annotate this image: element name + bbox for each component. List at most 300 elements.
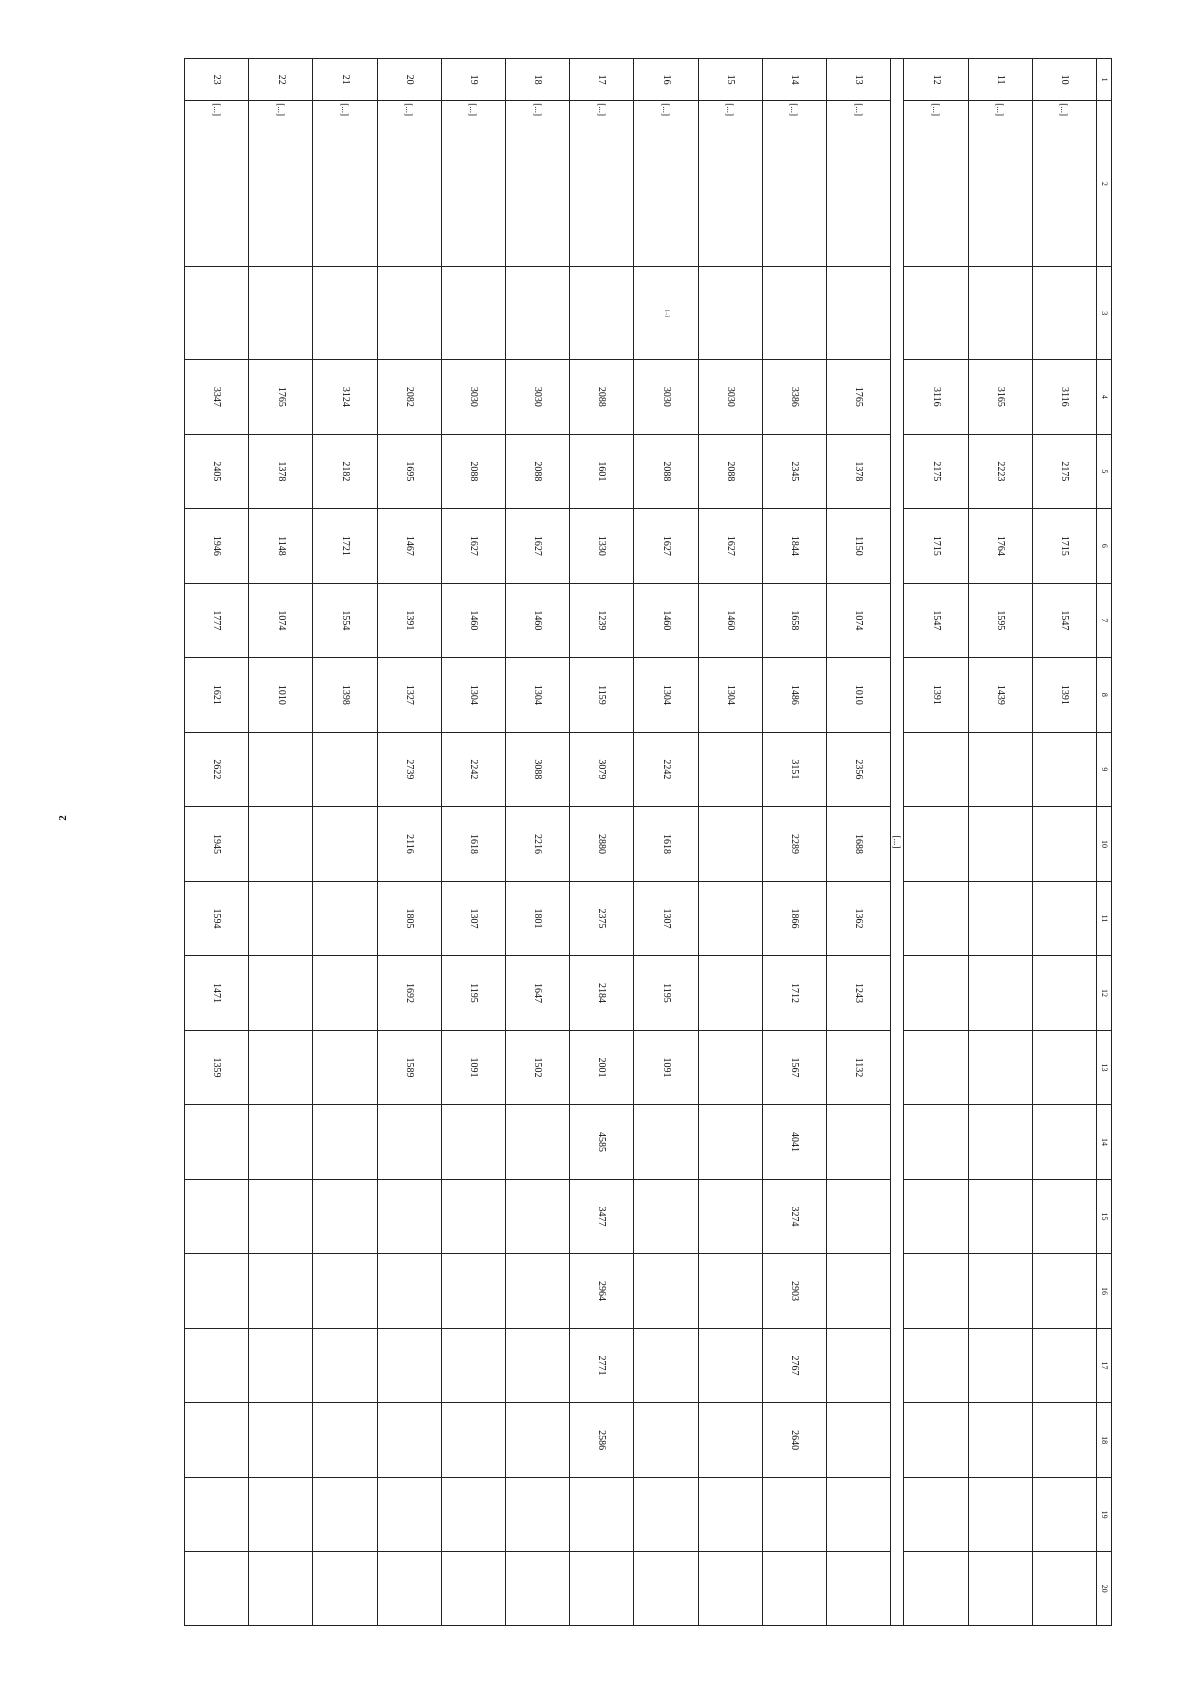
settlement-list: [...] [185,101,249,267]
tariff-table-page [184,58,1112,1626]
tariff-value-cell [313,732,377,807]
tariff-value-cell: 2739 [377,732,441,807]
tariff-value-cell: 1627 [634,509,698,584]
tariff-value-cell [505,1403,569,1478]
tariff-value-cell: 1618 [634,807,698,882]
tariff-value-cell: 1721 [313,509,377,584]
table-row [441,59,505,1626]
tariff-value-cell: 3477 [570,1179,634,1254]
table-row [570,59,634,1626]
tariff-value-cell [505,1477,569,1552]
column-number: 4 [1097,360,1112,435]
settlement-list: [...] [904,101,968,267]
tariff-value-cell: 1243 [826,956,890,1031]
tariff-value-cell [570,1552,634,1626]
tariff-value-cell: 3030 [441,360,505,435]
tariff-value-cell: 1618 [441,807,505,882]
tariff-value-cell [313,881,377,956]
tariff-value-cell [185,1477,249,1552]
note-cell [698,267,762,360]
tariff-value-cell: 1467 [377,509,441,584]
tariff-value-cell [634,1105,698,1180]
tariff-value-cell [441,1254,505,1329]
tariff-value-cell [698,956,762,1031]
tariff-value-cell [634,1179,698,1254]
tariff-value-cell: 1658 [762,583,826,658]
tariff-value-cell [904,1254,968,1329]
tariff-value-cell: 2175 [1032,434,1096,509]
table-row [904,59,968,1626]
tariff-value-cell [698,1105,762,1180]
tariff-value-cell [505,1105,569,1180]
settlement-list: [...] [313,101,377,267]
tariff-value-cell [904,1030,968,1105]
tariff-value-cell: 1378 [826,434,890,509]
tariff-value-cell: 2880 [570,807,634,882]
tariff-value-cell: 1627 [441,509,505,584]
settlement-list: [...] [570,101,634,267]
tariff-value-cell: 1627 [505,509,569,584]
tariff-value-cell [904,1552,968,1626]
tariff-value-cell: 1627 [698,509,762,584]
tariff-value-cell [1032,1403,1096,1478]
tariff-value-cell: 3030 [634,360,698,435]
tariff-value-cell: 1304 [698,658,762,733]
tariff-value-cell: 1765 [826,360,890,435]
tariff-value-cell: 1460 [698,583,762,658]
tariff-value-cell: 1010 [826,658,890,733]
tariff-value-cell: 3116 [1032,360,1096,435]
tariff-value-cell [1032,732,1096,807]
tariff-value-cell: 3030 [505,360,569,435]
tariff-value-cell: 2088 [570,360,634,435]
tariff-value-cell [313,956,377,1031]
tariff-value-cell [698,881,762,956]
row-number: 21 [313,59,377,101]
tariff-value-cell [968,1179,1032,1254]
tariff-value-cell [313,1254,377,1329]
settlement-list: [...] [762,101,826,267]
tariff-value-cell [698,1403,762,1478]
tariff-value-cell: 1362 [826,881,890,956]
tariff-value-cell [505,1179,569,1254]
tariff-value-cell [698,1030,762,1105]
tariff-value-cell: 1715 [1032,509,1096,584]
tariff-value-cell [968,1403,1032,1478]
tariff-value-cell [904,807,968,882]
tariff-value-cell [249,1030,313,1105]
tariff-value-cell: 1391 [904,658,968,733]
tariff-value-cell [1032,1030,1096,1105]
tariff-value-cell: 1502 [505,1030,569,1105]
tariff-value-cell [249,1105,313,1180]
tariff-value-cell [313,1477,377,1552]
tariff-value-cell [185,1403,249,1478]
tariff-value-cell: 3386 [762,360,826,435]
note-cell [441,267,505,360]
tariff-value-cell [634,1254,698,1329]
table-row [377,59,441,1626]
column-number: 14 [1097,1105,1112,1180]
tariff-value-cell [1032,1254,1096,1329]
tariff-value-cell: 2586 [570,1403,634,1478]
tariff-value-cell [1032,807,1096,882]
tariff-value-cell: 2116 [377,807,441,882]
tariff-value-cell [698,1179,762,1254]
tariff-value-cell [826,1552,890,1626]
tariff-value-cell: 2088 [634,434,698,509]
tariff-value-cell [968,807,1032,882]
row-number: 22 [249,59,313,101]
tariff-value-cell: 1695 [377,434,441,509]
column-number: 17 [1097,1328,1112,1403]
tariff-value-cell: 1359 [185,1030,249,1105]
note-cell: [...] [634,267,698,360]
tariff-value-cell: 4041 [762,1105,826,1180]
column-number: 6 [1097,509,1112,584]
tariff-value-cell: 1398 [313,658,377,733]
tariff-value-cell: 1688 [826,807,890,882]
tariff-value-cell: 2356 [826,732,890,807]
tariff-value-cell [762,1477,826,1552]
tariff-value-cell: 1460 [634,583,698,658]
tariff-value-cell: 1765 [249,360,313,435]
row-number: 16 [634,59,698,101]
tariff-value-cell [634,1328,698,1403]
tariff-value-cell: 1091 [634,1030,698,1105]
tariff-value-cell: 1150 [826,509,890,584]
column-number: 1 [1097,59,1112,101]
tariff-value-cell [826,1477,890,1552]
row-number: 15 [698,59,762,101]
table-row [1032,59,1096,1626]
tariff-value-cell: 2223 [968,434,1032,509]
tariff-value-cell [441,1403,505,1478]
tariff-value-cell: 2242 [634,732,698,807]
tariff-value-cell [441,1328,505,1403]
settlement-list: [...] [249,101,313,267]
tariff-value-cell [762,1552,826,1626]
tariff-value-cell [698,1328,762,1403]
note-cell [505,267,569,360]
tariff-value-cell [505,1328,569,1403]
tariff-value-cell: 1074 [826,583,890,658]
tariff-value-cell: 2767 [762,1328,826,1403]
note-cell [904,267,968,360]
tariff-value-cell [441,1179,505,1254]
tariff-value-cell: 1567 [762,1030,826,1105]
column-number: 11 [1097,881,1112,956]
tariff-value-cell: 1010 [249,658,313,733]
tariff-value-cell [249,807,313,882]
tariff-value-cell: 1439 [968,658,1032,733]
table-row [185,59,249,1626]
tariff-value-cell: 1712 [762,956,826,1031]
tariff-value-cell: 2184 [570,956,634,1031]
settlement-list: [...] [634,101,698,267]
tariff-value-cell: 2289 [762,807,826,882]
tariff-value-cell [826,1328,890,1403]
tariff-value-cell [505,1254,569,1329]
tariff-value-cell: 1844 [762,509,826,584]
tariff-value-cell: 1554 [313,583,377,658]
table-row [634,59,698,1626]
tariff-value-cell [441,1477,505,1552]
tariff-value-cell [904,732,968,807]
tariff-value-cell [1032,1552,1096,1626]
column-number: 3 [1097,267,1112,360]
tariff-value-cell: 2088 [505,434,569,509]
tariff-value-cell [968,1477,1032,1552]
tariff-value-cell [826,1105,890,1180]
settlement-list: [...] [441,101,505,267]
tariff-value-cell [185,1328,249,1403]
tariff-value-cell: 3347 [185,360,249,435]
tariff-value-cell [698,807,762,882]
tariff-value-cell: 1692 [377,956,441,1031]
tariff-value-cell: 1159 [570,658,634,733]
tariff-value-cell [249,881,313,956]
tariff-value-cell: 3165 [968,360,1032,435]
tariff-value-cell: 1601 [570,434,634,509]
tariff-value-cell [377,1105,441,1180]
tariff-value-cell: 1074 [249,583,313,658]
tariff-value-cell: 2771 [570,1328,634,1403]
table-row [698,59,762,1626]
tariff-value-cell [968,1030,1032,1105]
tariff-value-cell: 3124 [313,360,377,435]
table-row [505,59,569,1626]
tariff-value-cell [249,1179,313,1254]
tariff-value-cell [968,1105,1032,1180]
note-cell [377,267,441,360]
tariff-value-cell: 3030 [698,360,762,435]
tariff-value-cell: 1764 [968,509,1032,584]
row-number: 10 [1032,59,1096,101]
row-number: 13 [826,59,890,101]
note-cell [968,267,1032,360]
tariff-value-cell: 2345 [762,434,826,509]
tariff-value-cell [1032,1477,1096,1552]
municipality-row [891,59,904,1626]
tariff-value-cell [698,732,762,807]
note-cell [570,267,634,360]
tariff-value-cell: 1148 [249,509,313,584]
tariff-value-cell [1032,1328,1096,1403]
tariff-value-cell [377,1552,441,1626]
tariff-value-cell [698,1477,762,1552]
row-number: 12 [904,59,968,101]
tariff-value-cell: 1327 [377,658,441,733]
table-row [968,59,1032,1626]
tariff-value-cell [185,1105,249,1180]
tariff-value-cell [904,1403,968,1478]
tariff-value-cell: 1330 [570,509,634,584]
tariff-value-cell: 1391 [377,583,441,658]
tariff-value-cell: 1589 [377,1030,441,1105]
tariff-value-cell: 1647 [505,956,569,1031]
tariff-value-cell [249,1477,313,1552]
tariff-value-cell [968,881,1032,956]
column-number: 12 [1097,956,1112,1031]
tariff-value-cell [1032,1179,1096,1254]
tariff-value-cell: 1132 [826,1030,890,1105]
settlement-list: [...] [698,101,762,267]
column-number: 2 [1097,101,1112,267]
settlement-list: [...] [1032,101,1096,267]
tariff-value-cell: 2001 [570,1030,634,1105]
column-number: 19 [1097,1477,1112,1552]
tariff-value-cell [968,1254,1032,1329]
column-number: 15 [1097,1179,1112,1254]
tariff-value-cell [570,1477,634,1552]
tariff-value-cell: 2088 [698,434,762,509]
tariff-value-cell: 2216 [505,807,569,882]
tariff-value-cell: 3116 [904,360,968,435]
table-body [185,59,1112,1626]
tariff-value-cell [249,1328,313,1403]
tariff-table [184,58,1112,1626]
row-number: 17 [570,59,634,101]
tariff-value-cell [377,1328,441,1403]
tariff-value-cell: 1777 [185,583,249,658]
tariff-value-cell: 1805 [377,881,441,956]
tariff-value-cell: 1304 [441,658,505,733]
tariff-value-cell [377,1254,441,1329]
row-number: 20 [377,59,441,101]
tariff-value-cell: 2622 [185,732,249,807]
table-row [313,59,377,1626]
tariff-value-cell: 2405 [185,434,249,509]
tariff-value-cell: 1378 [249,434,313,509]
tariff-value-cell: 1945 [185,807,249,882]
tariff-value-cell [968,1552,1032,1626]
tariff-value-cell [904,956,968,1031]
tariff-value-cell [185,1179,249,1254]
tariff-value-cell: 1801 [505,881,569,956]
tariff-value-cell [313,1328,377,1403]
tariff-value-cell: 1460 [505,583,569,658]
page-number: 2 [56,815,69,821]
tariff-value-cell: 1486 [762,658,826,733]
tariff-value-cell: 1391 [1032,658,1096,733]
column-number: 7 [1097,583,1112,658]
tariff-value-cell [634,1403,698,1478]
tariff-value-cell: 1460 [441,583,505,658]
tariff-value-cell: 1547 [904,583,968,658]
tariff-value-cell [249,732,313,807]
tariff-value-cell [377,1179,441,1254]
tariff-value-cell [313,1030,377,1105]
tariff-value-cell: 2964 [570,1254,634,1329]
tariff-value-cell: 2375 [570,881,634,956]
tariff-value-cell [505,1552,569,1626]
tariff-value-cell [904,1179,968,1254]
tariff-value-cell: 2175 [904,434,968,509]
table-row [826,59,890,1626]
tariff-value-cell [377,1477,441,1552]
table-row [249,59,313,1626]
tariff-value-cell [185,1552,249,1626]
row-number: 23 [185,59,249,101]
tariff-value-cell: 3274 [762,1179,826,1254]
column-number: 8 [1097,658,1112,733]
column-number-row [1097,59,1112,1626]
note-cell [313,267,377,360]
municipality-heading: [...] [891,59,904,1626]
tariff-value-cell: 2082 [377,360,441,435]
tariff-value-cell: 1239 [570,583,634,658]
tariff-value-cell [634,1552,698,1626]
tariff-value-cell: 2903 [762,1254,826,1329]
tariff-value-cell [904,881,968,956]
tariff-value-cell [826,1179,890,1254]
tariff-value-cell: 1547 [1032,583,1096,658]
tariff-value-cell [313,1552,377,1626]
tariff-value-cell [904,1328,968,1403]
note-cell [185,267,249,360]
tariff-value-cell: 1471 [185,956,249,1031]
tariff-value-cell [634,1477,698,1552]
tariff-value-cell: 1304 [505,658,569,733]
row-number: 14 [762,59,826,101]
note-cell [249,267,313,360]
tariff-value-cell [968,956,1032,1031]
settlement-list: [...] [505,101,569,267]
column-number: 13 [1097,1030,1112,1105]
column-number: 20 [1097,1552,1112,1626]
table-row [762,59,826,1626]
tariff-value-cell: 1946 [185,509,249,584]
tariff-value-cell [968,1328,1032,1403]
settlement-list: [...] [968,101,1032,267]
tariff-value-cell [313,1403,377,1478]
tariff-value-cell [1032,1105,1096,1180]
tariff-value-cell [249,1552,313,1626]
tariff-value-cell [313,807,377,882]
tariff-value-cell [313,1179,377,1254]
note-cell [762,267,826,360]
settlement-list: [...] [377,101,441,267]
tariff-value-cell [441,1552,505,1626]
row-number: 18 [505,59,569,101]
tariff-value-cell: 2640 [762,1403,826,1478]
tariff-value-cell [826,1403,890,1478]
tariff-value-cell [826,1254,890,1329]
tariff-value-cell: 4585 [570,1105,634,1180]
column-number: 5 [1097,434,1112,509]
tariff-value-cell: 1715 [904,509,968,584]
tariff-value-cell: 1091 [441,1030,505,1105]
tariff-value-cell [1032,956,1096,1031]
tariff-value-cell [1032,881,1096,956]
tariff-value-cell: 1195 [634,956,698,1031]
row-number: 11 [968,59,1032,101]
settlement-list: [...] [826,101,890,267]
note-cell [826,267,890,360]
note-cell [1032,267,1096,360]
tariff-value-cell: 1621 [185,658,249,733]
tariff-value-cell: 3079 [570,732,634,807]
column-number: 16 [1097,1254,1112,1329]
tariff-value-cell [904,1105,968,1180]
tariff-value-cell [968,732,1032,807]
tariff-value-cell: 3151 [762,732,826,807]
tariff-value-cell: 1594 [185,881,249,956]
tariff-value-cell [441,1105,505,1180]
tariff-value-cell: 1195 [441,956,505,1031]
tariff-value-cell [249,1403,313,1478]
